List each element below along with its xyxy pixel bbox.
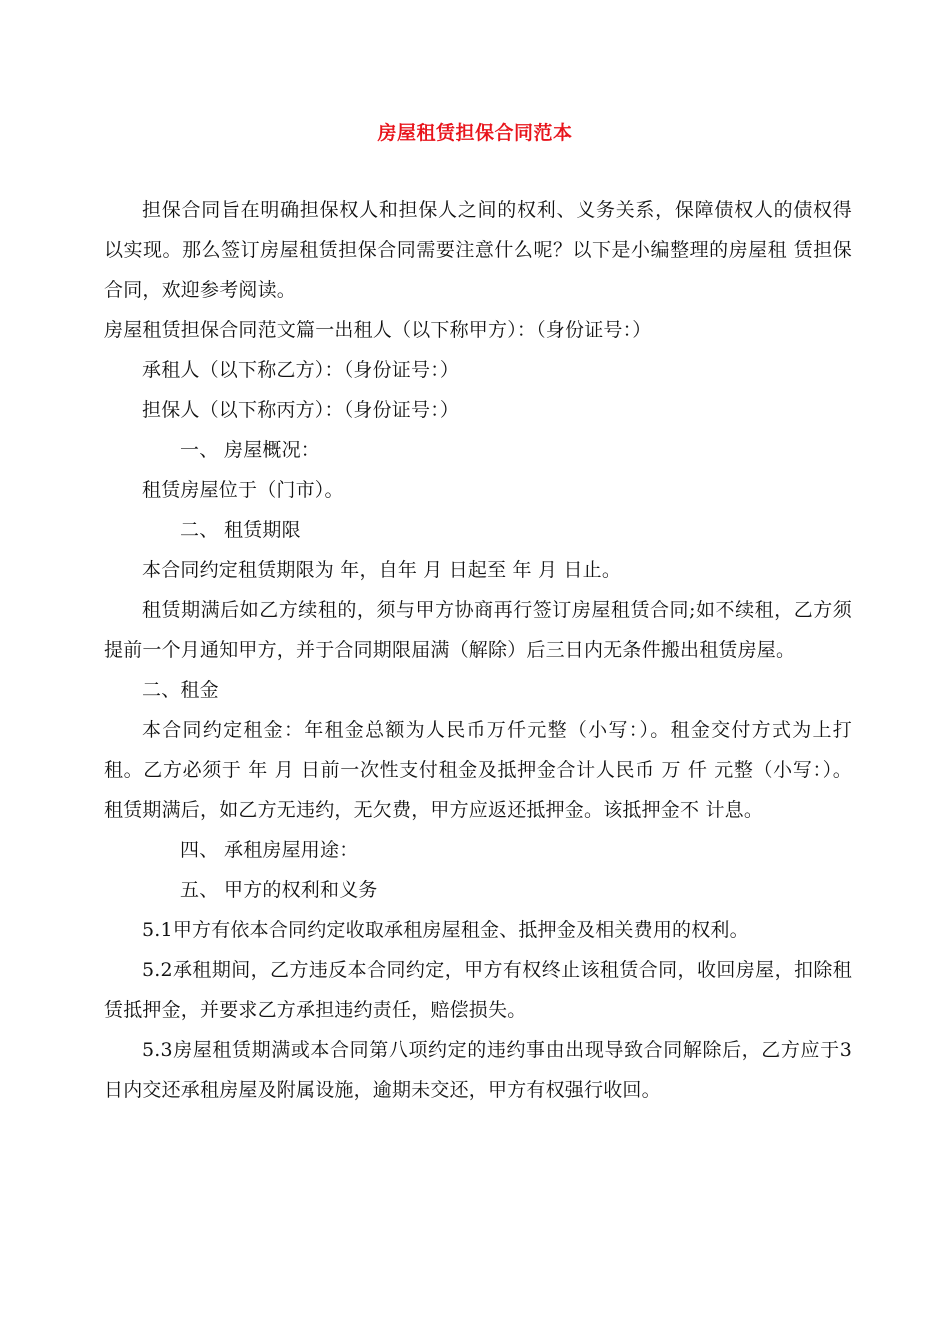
section-2-number: 二、 xyxy=(180,519,219,541)
clause-5-1: 5.1甲方有依本合同约定收取承租房屋租金、抵押金及相关费用的权利。 xyxy=(142,919,749,941)
rent-paragraph: 本合同约定租金：年租金总额为人民币万仟元整（小写：）。租金交付方式为上打租。乙方必须于 年 月 日前一次性支付租金及抵押金合计人民币 万 仟 元整（小写：）。租赁期满后，如乙方无违约，无欠费，甲方应返还抵押金。该抵押金不 计息。 xyxy=(104,719,852,821)
section-2-label: 租赁期限 xyxy=(224,519,301,541)
clause-5-3: 5.3房屋租赁期满或本合同第八项约定的违约事由出现导致合同解除后，乙方应于3日内交还承租房屋及附属设施，逾期未交还，甲方有权强行收回。 xyxy=(104,1039,852,1101)
section-5-heading xyxy=(104,870,852,910)
section-4-heading xyxy=(104,830,852,870)
document-body xyxy=(104,190,852,1110)
house-location-paragraph: 租赁房屋位于（门市）。 xyxy=(142,479,344,501)
section-3-heading: 二、租金 xyxy=(142,679,219,701)
guarantor-line: 担保人（以下称丙方）：（身份证号：） xyxy=(142,399,460,421)
section-5-label: 甲方的权利和义务 xyxy=(224,879,378,901)
intro-paragraph: 担保合同旨在明确担保权人和担保人之间的权利、义务关系，保障债权人的债权得以实现。那么签订房屋租赁担保合同需要注意什么呢？以下是小编整理的房屋租 赁担保合同，欢迎参考阅读。 xyxy=(104,199,852,301)
section-1-number: 一、 xyxy=(180,439,219,461)
section-2-heading xyxy=(104,510,852,550)
clause-5-2: 5.2承租期间，乙方违反本合同约定，甲方有权终止该租赁合同，收回房屋，扣除租赁抵押金，并要求乙方承担违约责任，赔偿损失。 xyxy=(104,959,852,1021)
section-1-heading xyxy=(104,430,852,470)
section-5-number: 五、 xyxy=(180,879,219,901)
section-1-label: 房屋概况： xyxy=(224,439,321,461)
party-b-line: 承租人（以下称乙方）：（身份证号：） xyxy=(142,359,460,381)
lease-term-paragraph: 本合同约定租赁期限为 年，自年 月 日起至 年 月 日止。 xyxy=(142,559,622,581)
section-4-label: 承租房屋用途： xyxy=(224,839,359,861)
document-title: 房屋租赁担保合同范本 xyxy=(377,122,573,144)
party-a-line: 房屋租赁担保合同范文篇一出租人（以下称甲方）：（身份证号：） xyxy=(104,319,652,341)
renewal-paragraph: 租赁期满后如乙方续租的，须与甲方协商再行签订房屋租赁合同;如不续租，乙方须提前一个月通知甲方，并于合同期限届满（解除）后三日内无条件搬出租赁房屋。 xyxy=(104,599,852,661)
section-4-number: 四、 xyxy=(180,839,219,861)
